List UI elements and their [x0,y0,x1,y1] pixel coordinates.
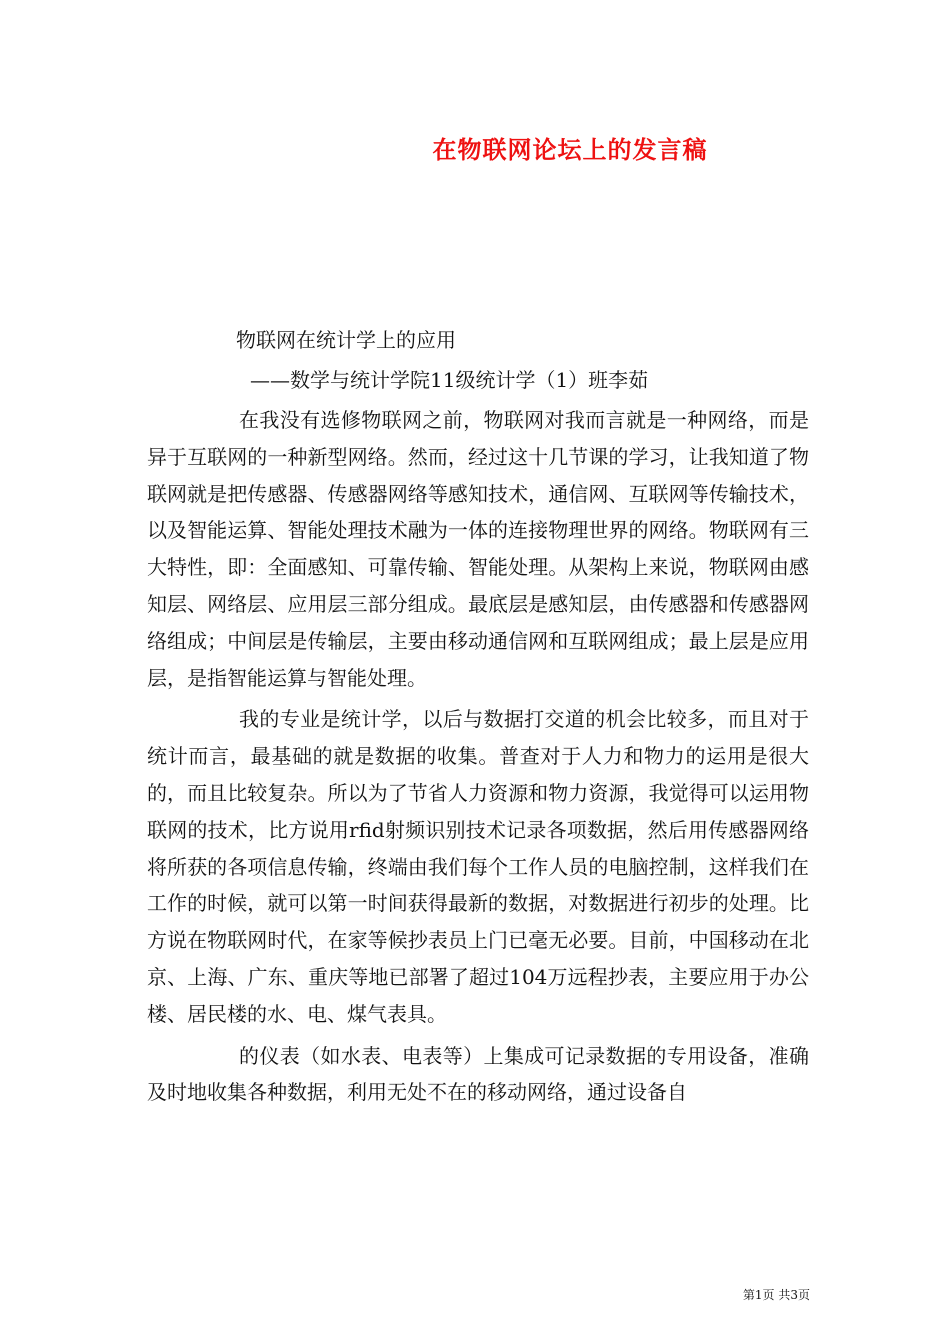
document-body [147,402,809,1111]
document-subtitle: 物联网在统计学上的应用 [236,328,456,352]
body-paragraph-3: 的仪表（如水表、电表等）上集成可记录数据的专用设备，准确及时地收集各种数据，利用无处不在的移动网络，通过设备自 [147,1043,809,1105]
document-title-text: 在物联网论坛上的发言稿 [432,135,708,164]
body-paragraph-2: 我的专业是统计学，以后与数据打交道的机会比较多，而且对于统计而言，最基础的就是数据的收集。普查对于人力和物力的运用是很大的，而且比较复杂。所以为了节省人力资源和物力资源，我觉得可以运用物联网的技术，比方说用rfid射频识别技术记录各项数据，然后用传感器网络将所获的各项信息传输，终端由我们每个工作人员的电脑控制，这样我们在工作的时候，就可以第一时间获得最新的数据，对数据进行初步的处理。比方说在物联网时代，在家等候抄表员上门已毫无必要。目前，中国移动在北京、上海、广东、重庆等地已部署了超过104万远程抄表，主要应用于办公楼、居民楼的水、电、煤气表具。 [147,707,809,1026]
document-title [0,132,950,168]
page-number-footer: 第1页 共3页 [742,1288,810,1302]
author-byline: ——数学与统计学院11级统计学（1）班李茹 [250,368,649,392]
body-paragraph-1: 在我没有选修物联网之前，物联网对我而言就是一种网络，而是异于互联网的一种新型网络。然而，经过这十几节课的学习，让我知道了物联网就是把传感器、传感器网络等感知技术，通信网、互联网等传输技术，以及智能运算、智能处理技术融为一体的连接物理世界的网络。物联网有三大特性，即：全面感知、可靠传输、智能处理。从架构上来说，物联网由感知层、网络层、应用层三部分组成。最底层是感知层，由传感器和传感器网络组成；中间层是传输层，主要由移动通信网和互联网组成；最上层是应用层，是指智能运算与智能处理。 [147,408,809,690]
